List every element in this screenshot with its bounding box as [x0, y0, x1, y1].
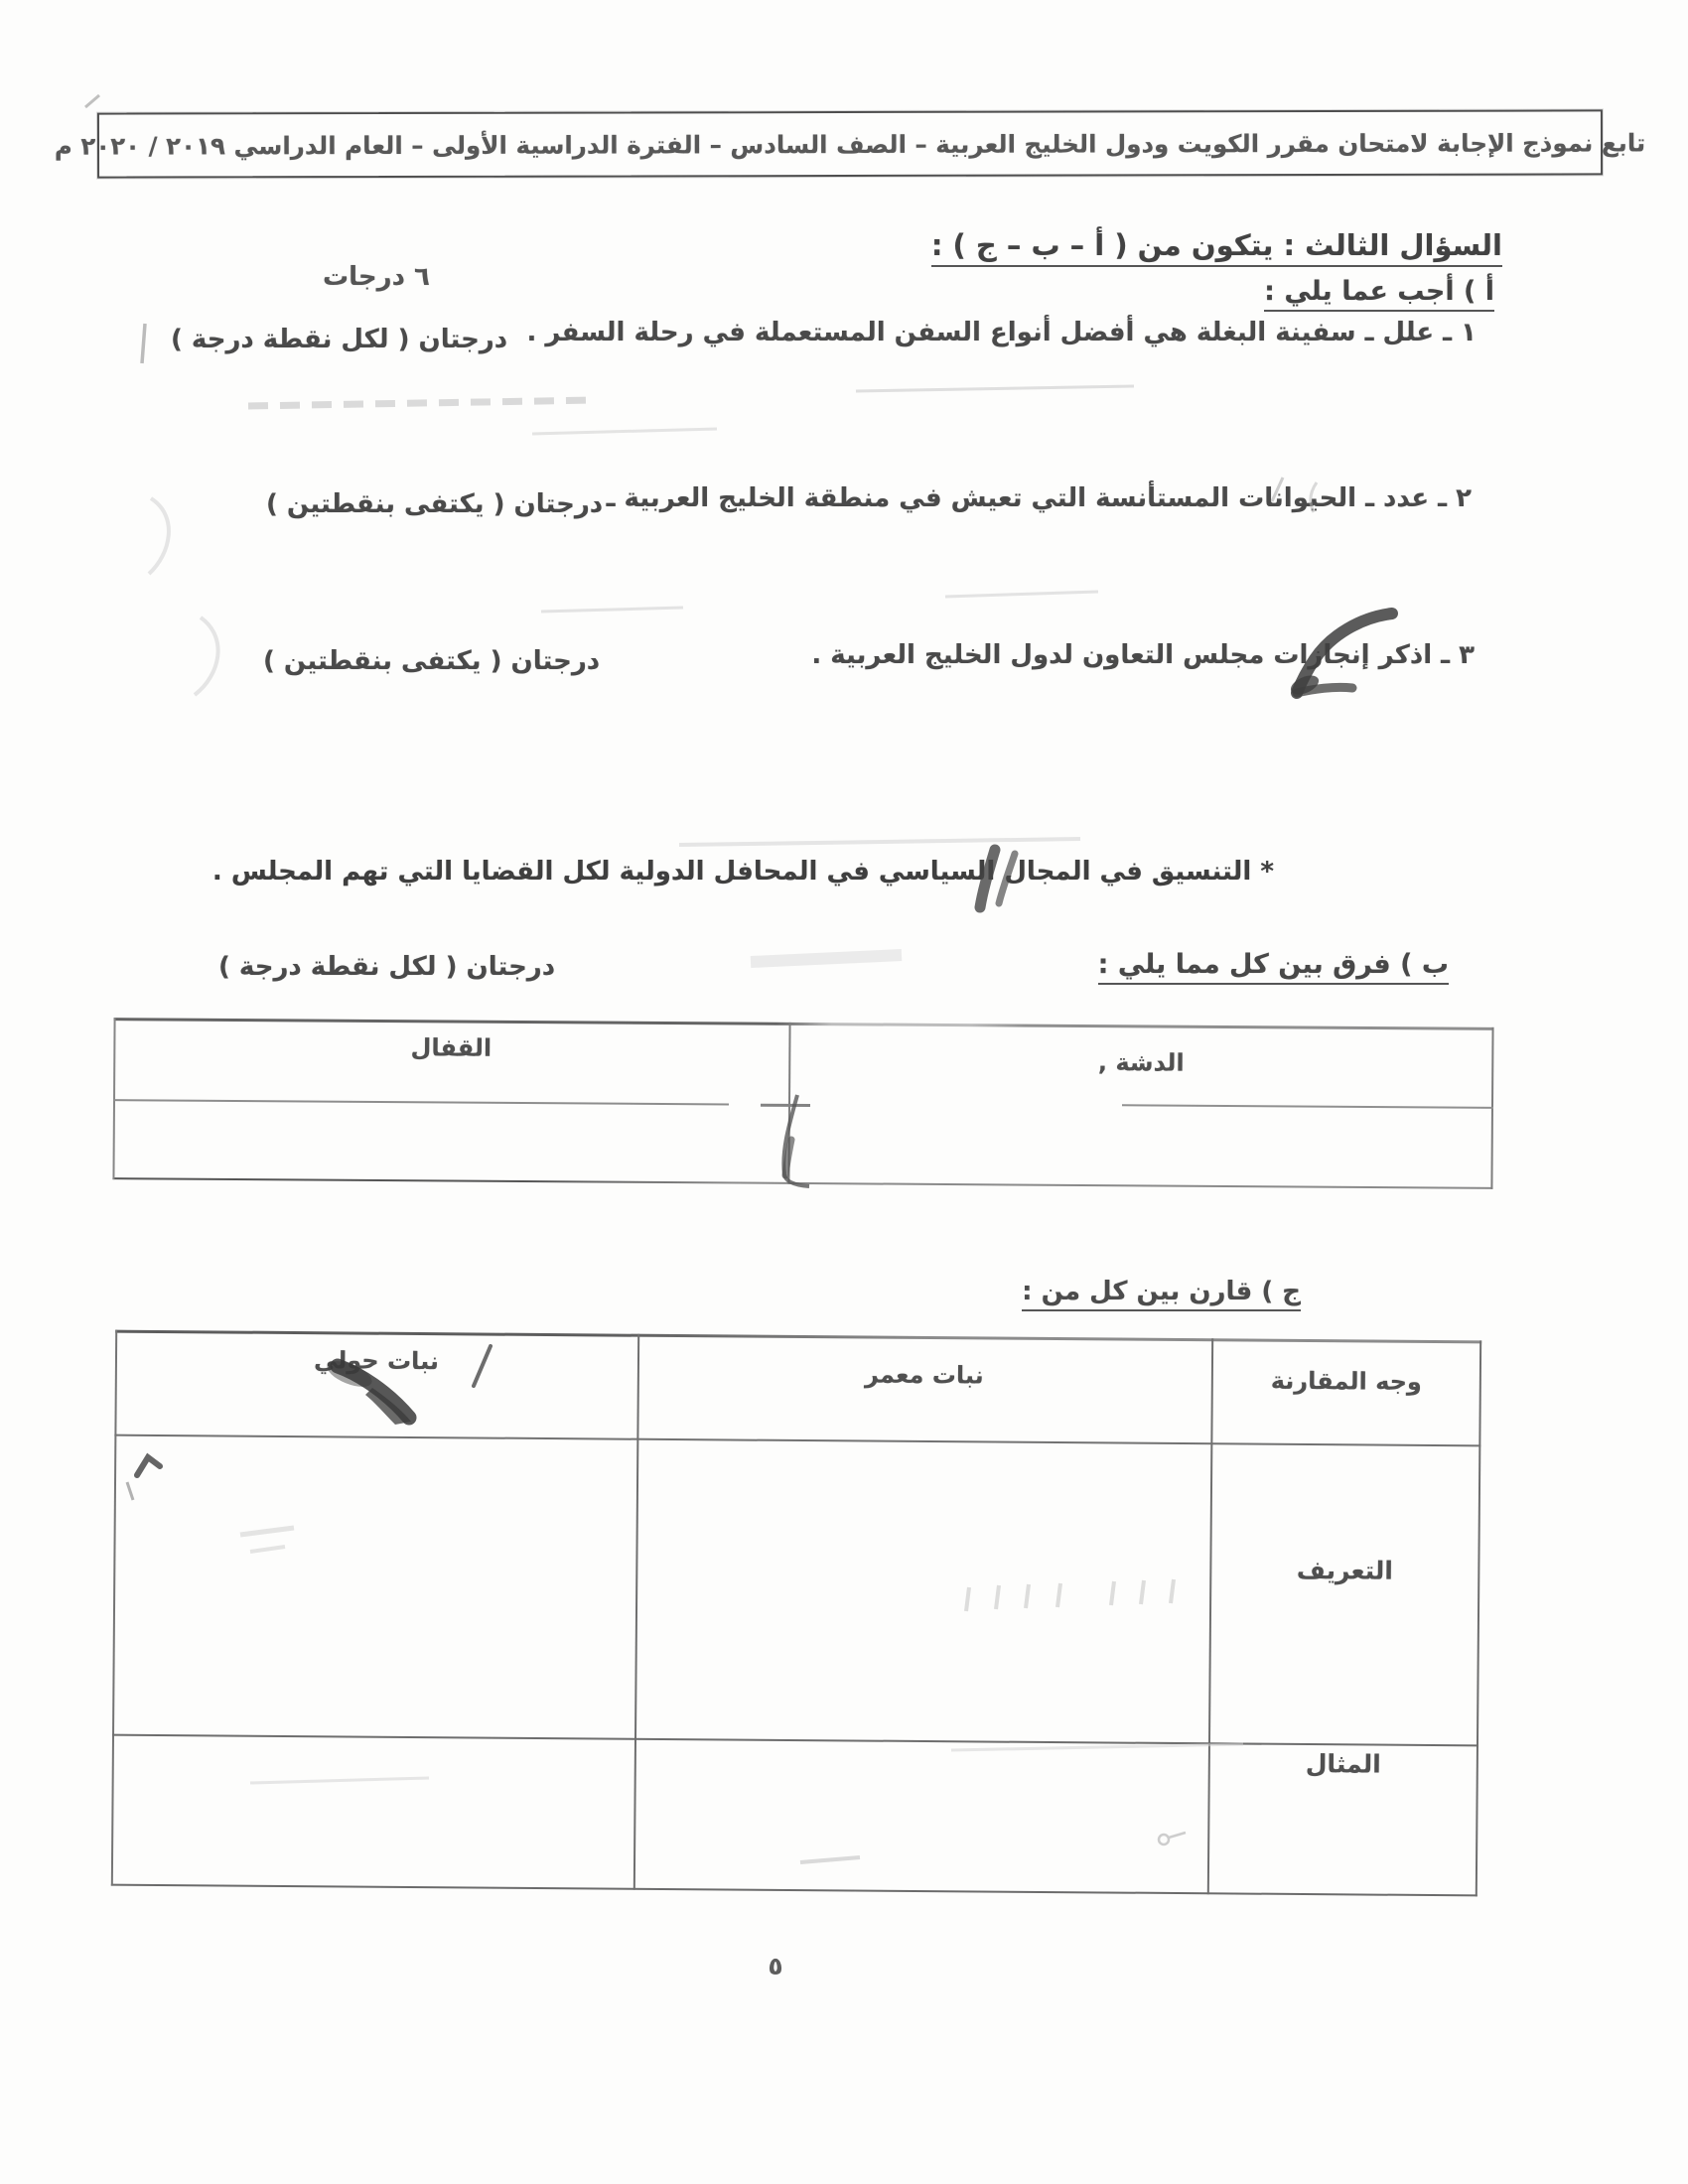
question-item-2: ٢ ـ عدد ـ الحيوانات المستأنسة التي تعيش في منطقة الخليج العربية ـ: [606, 483, 1472, 513]
table-header-divider: [114, 1434, 1480, 1447]
question-title: السؤال الثالث : يتكون من ( أ – ب – ج ) :: [931, 228, 1502, 267]
table-row-divider: [112, 1734, 1478, 1747]
table-border-top: [115, 1330, 1481, 1343]
question-item-1-points: درجتان ( لكل نقطة درجة ): [171, 325, 508, 354]
page-number: ٥: [768, 1952, 783, 1980]
part-a-label: أ ) أجب عما يلي :: [1264, 276, 1494, 312]
question-item-1: ١ ـ علل ـ سفينة البغلة هي أفضل أنواع السفن المستعملة في رحلة السفر .: [526, 318, 1477, 347]
table-row-label-example: المثال: [1305, 1749, 1381, 1779]
table-border-top: [114, 1018, 1494, 1029]
table-row-label-definition: التعريف: [1296, 1555, 1393, 1585]
part-c-comparison-table: [111, 1330, 1481, 1897]
table-border-bottom: [111, 1883, 1477, 1896]
pencil-stray-marks: [85, 95, 1317, 695]
question-item-3-points: درجتان ( يكتفى بنقطتين ): [263, 646, 601, 676]
question-item-3: ٣ ـ اذكر إنجازات مجلس التعاون لدول الخليج العربية .: [811, 640, 1475, 670]
table-row-divider-segment: [761, 1104, 810, 1107]
table-column-divider-1: [633, 1334, 639, 1890]
table-header-comparison-aspect: وجه المقارنة: [1270, 1366, 1423, 1396]
table-border-right: [1476, 1340, 1481, 1896]
part-a-total-points: ٦ درجات: [323, 262, 430, 292]
model-answer-bullet: * التنسيق في المجال السياسي في المحافل الدولية لكل القضايا التي تهم المجلس .: [211, 857, 1274, 887]
table-row-divider-segment: [113, 1099, 729, 1105]
table-column-divider-2: [1207, 1338, 1213, 1894]
table-header-annual-plant: نبات حولي: [313, 1346, 440, 1376]
table-row-divider-segment: [1122, 1104, 1493, 1109]
table-header-dasha: الدشة ,: [1097, 1048, 1185, 1077]
exam-header-box: [54, 109, 1646, 178]
question-item-2-points: درجتان ( يكتفى بنقطتين ): [266, 489, 604, 519]
part-b-points: درجتان ( لكل نقطة درجة ): [218, 952, 556, 982]
part-b-label: ب ) فرق بين كل مما يلي :: [1098, 949, 1449, 985]
table-border-left: [111, 1330, 117, 1886]
table-header-qaffal: القفال: [410, 1033, 492, 1062]
part-b-comparison-table: [112, 1018, 1493, 1189]
table-border-bottom: [112, 1177, 1492, 1189]
part-c-label: ج ) قارن بين كل من :: [1022, 1277, 1301, 1311]
exam-header-text: تابع نموذج الإجابة لامتحان مقرر الكويت ودول الخليج العربية – الصف السادس – الفترة الدراسية الأولى – العام الدراسي ٢٠١٩ / ٢٠٢٠ م: [54, 127, 1646, 161]
table-header-perennial-plant: نبات معمر: [864, 1360, 984, 1390]
